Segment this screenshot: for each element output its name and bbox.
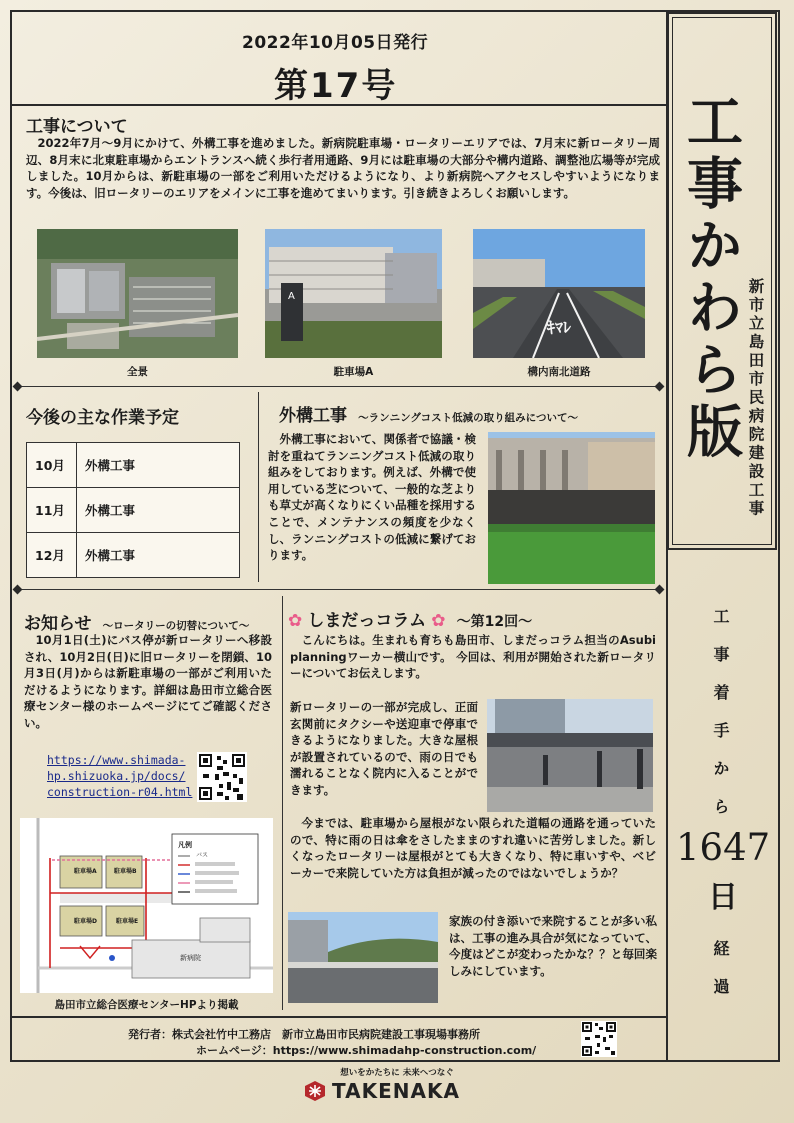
column-separator <box>258 392 259 582</box>
photo-caption-overview: 全景 <box>127 366 148 378</box>
counter-label-top: 工事着手から <box>711 608 730 836</box>
map-label-parking-e: 駐車場E <box>116 918 139 925</box>
masthead-title: 工事かわら版 <box>678 92 744 464</box>
section-separator <box>18 386 660 387</box>
map-caption: 島田市立総合医療センターHPより掲載 <box>54 999 239 1011</box>
footer-tagline: 想いをかたちに 未来へつなぐ <box>340 1068 454 1078</box>
map-label-parking-d: 駐車場D <box>74 918 97 925</box>
construction-heading: 工事について <box>26 117 128 137</box>
photo-caption-parking-a: 駐車場A <box>333 366 374 378</box>
footer-qr-code-icon <box>581 1021 617 1057</box>
construction-body: 2022年7月～9月にかけて、外構工事を進めました。新病院駐車場・ロータリーエリアでは、7月末に新ロータリー周辺、8月末に北東駐車場からエントランスへ続く歩行者用通路、9月には駐車場の大部分や構内道路、調整池広場等が完成しました。10月からは、新駐車場の一部をご利用いただけるようになり、より新病院へアクセスしやすいようになります。今後は、旧ロータリーのエリアをメインに工事を進めてまいります。引き続きよろしくお願いします。 <box>26 136 660 200</box>
section-separator <box>18 589 660 590</box>
takenaka-logo-icon <box>304 1080 326 1102</box>
photo-exterior-lawn <box>488 432 655 584</box>
map-legend-bus: バス <box>196 852 209 859</box>
notice-subheading: ～ロータリーの切替について～ <box>102 620 250 632</box>
svg-text:ｷﾏﾚ: ｷﾏﾚ <box>547 318 572 337</box>
exterior-body: 外構工事において、関係者で協議・検討を重ねてランニングコスト低減の取り組みをしております。例えば、外構で使用している芝について、一般的な芝よりも草丈が高くなりにくい品種を採用することで、メンテナンスの頻度を少なくし、ランニングコストの低減に繋げております。 <box>268 432 476 563</box>
exterior-heading: 外構工事 <box>279 406 347 426</box>
counter-label-bottom: 経過 <box>711 940 730 1016</box>
schedule-work: 外構工事 <box>77 533 240 578</box>
qr-code-icon <box>197 752 247 802</box>
footer-divider <box>10 1016 668 1018</box>
masthead-box <box>667 12 777 550</box>
counter-days: 1647 <box>676 826 771 869</box>
footer-homepage: ホームページ：https://www.shimadahp-construction.com/ <box>196 1044 537 1057</box>
schedule-table <box>26 442 240 578</box>
flower-icon: ✿ <box>288 611 303 631</box>
column-number: ～第12回～ <box>456 614 533 630</box>
footer-brand: TAKENAKA <box>332 1079 460 1103</box>
column-para1: 新ロータリーの一部が完成し、正面玄関前にタクシーや送迎車で停車できるようになりました。大きな屋根が設置されているので、雨の日でも濡れることなく院内に入ることができます。 <box>290 700 478 797</box>
notice-body: 10月1日(土)にバス停が新ロータリーへ移設され、10月2日(日)に旧ロータリーを閉鎖、10月3日(月)からは新駐車場の一部がご利用いただけるようになります。詳細は島田市立総合医療センター様のホームページにてご確認ください。 <box>24 633 272 730</box>
masthead-subtitle: 新市立島田市民病院建設工事 <box>746 278 765 519</box>
notice-link-line[interactable]: hp.shizuoka.jp/docs/ <box>47 769 186 783</box>
schedule-month: 10月 <box>27 443 77 488</box>
photo-overview <box>37 229 238 358</box>
column-intro: こんにちは。生まれも育ちも島田市、しまだっコラム担当のAsubi planningワーカー横山です。 今回は、利用が開始された新ロータリーについてお伝えします。 <box>290 633 656 681</box>
column-separator <box>282 596 283 1010</box>
notice-link-line[interactable]: https://www.shimada- <box>47 753 186 767</box>
map-label-new-hospital: 新病院 <box>180 954 201 962</box>
column-para2: 今までは、駐車場から屋根がない限られた道幅の通路を通っていたので、特に雨の日は傘をさしたままのすれ違いに苦労しました。新しくなったロータリーは屋根がとても大きくなり、特に車いすや、ベビーカーで来院していた方は負担が減ったのではないでしょうか？ <box>290 816 656 880</box>
schedule-heading: 今後の主な作業予定 <box>26 408 179 428</box>
exterior-title <box>279 401 578 426</box>
svg-text:A: A <box>288 291 295 302</box>
exterior-subheading: ～ランニングコスト低減の取り組みについて～ <box>358 412 578 424</box>
flower-icon: ✿ <box>431 611 446 631</box>
column-heading: しまだっコラム <box>307 611 427 631</box>
notice-link[interactable] <box>47 752 192 800</box>
issue-number: 第17号 <box>274 66 398 106</box>
counter-unit: 日 <box>708 880 738 915</box>
table-row <box>27 443 240 488</box>
map-legend-title: 凡例 <box>178 841 192 849</box>
map-label-parking-b: 駐車場B <box>114 868 137 875</box>
schedule-work: 外構工事 <box>77 443 240 488</box>
table-row <box>27 533 240 578</box>
schedule-work: 外構工事 <box>77 488 240 533</box>
photo-caption-internal-road: 構内南北道路 <box>527 366 591 378</box>
photo-new-rotary <box>487 699 653 812</box>
schedule-month: 12月 <box>27 533 77 578</box>
photo-internal-road <box>473 229 645 358</box>
photo-parking-a <box>265 229 442 358</box>
issue-date: 2022年10月05日発行 <box>242 33 429 53</box>
column-title <box>288 606 532 631</box>
footer-publisher: 発行者：株式会社竹中工務店 新市立島田市民病院建設工事現場事務所 <box>128 1028 480 1041</box>
rotary-map <box>20 818 273 993</box>
notice-link-line[interactable]: construction-r04.html <box>47 785 193 799</box>
schedule-month: 11月 <box>27 488 77 533</box>
notice-title <box>24 609 249 634</box>
notice-heading: お知らせ <box>24 614 92 634</box>
photo-rotary-roof <box>288 912 438 1003</box>
column-para3: 家族の付き添いで来院することが多い私は、工事の進み具合が気になっていて、今度はどこが変わったかな？？と毎回楽しみにしています。 <box>449 914 657 978</box>
table-row <box>27 488 240 533</box>
map-label-parking-a: 駐車場A <box>74 868 97 875</box>
